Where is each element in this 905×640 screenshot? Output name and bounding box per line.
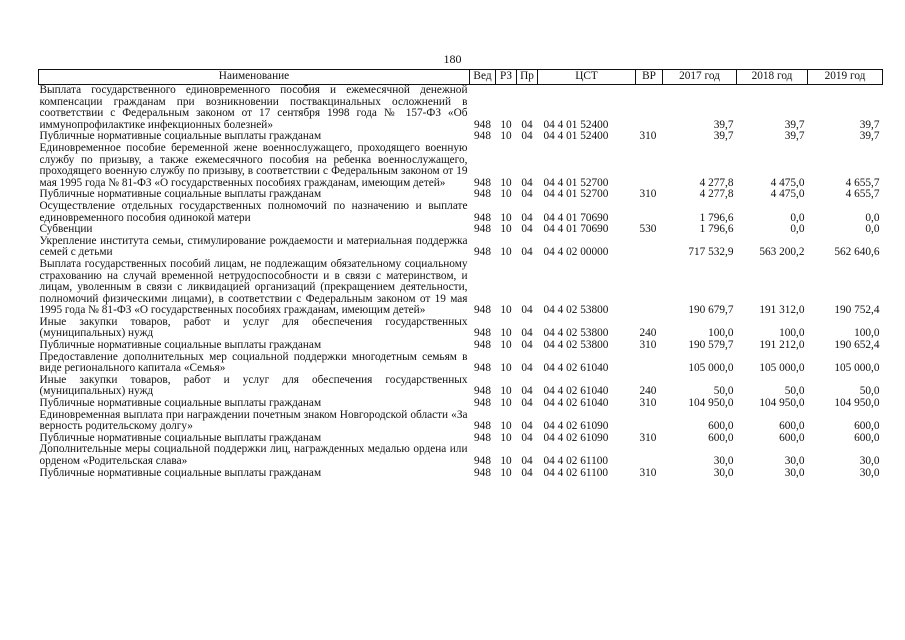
table-row bbox=[39, 317, 883, 340]
row-value-2019: 105 000,0 bbox=[834, 362, 880, 375]
row-cst: 04 4 02 53800 bbox=[543, 339, 609, 352]
row-pr: 04 bbox=[521, 246, 533, 259]
row-ved: 948 bbox=[474, 118, 491, 131]
row-pr: 04 bbox=[521, 304, 533, 317]
row-vr bbox=[636, 410, 663, 433]
row-value-2019: 600,0 bbox=[854, 431, 880, 444]
table-row bbox=[39, 468, 883, 480]
row-pr: 04 bbox=[521, 431, 533, 444]
row-value-2017: 600,0 bbox=[708, 420, 734, 433]
row-value-2018: 30,0 bbox=[784, 466, 805, 479]
table-row bbox=[39, 398, 883, 410]
row-value-2019: 0,0 bbox=[865, 223, 880, 236]
row-value-2019: 104 950,0 bbox=[834, 397, 880, 410]
row-value-2019: 190 652,4 bbox=[834, 339, 880, 352]
row-ved: 948 bbox=[474, 397, 491, 410]
table-row bbox=[39, 352, 883, 375]
row-rz: 10 bbox=[500, 176, 512, 189]
table-row bbox=[39, 444, 883, 467]
row-name: Публичные нормативные социальные выплаты гражданам bbox=[39, 431, 322, 444]
table-row bbox=[39, 259, 883, 317]
row-rz: 10 bbox=[500, 420, 512, 433]
row-value-2019: 30,0 bbox=[859, 455, 880, 467]
row-vr: 310 bbox=[639, 431, 657, 444]
row-pr: 04 bbox=[521, 327, 533, 340]
table-row bbox=[39, 201, 883, 224]
row-vr bbox=[636, 352, 663, 375]
row-vr bbox=[636, 444, 663, 467]
row-pr: 04 bbox=[521, 176, 533, 189]
row-value-2019: 4 655,7 bbox=[845, 176, 880, 189]
row-pr: 04 bbox=[521, 339, 533, 352]
row-value-2018: 0,0 bbox=[790, 211, 805, 224]
header-ved: Вед bbox=[470, 70, 496, 85]
row-rz: 10 bbox=[500, 397, 512, 410]
row-rz: 10 bbox=[500, 223, 512, 236]
row-cst: 04 4 02 61090 bbox=[543, 420, 609, 433]
row-ved: 948 bbox=[474, 188, 491, 201]
header-2018: 2018 год bbox=[737, 70, 808, 85]
row-vr bbox=[636, 236, 663, 259]
row-rz: 10 bbox=[500, 431, 512, 444]
table-row bbox=[39, 340, 883, 352]
row-pr: 04 bbox=[521, 118, 533, 131]
row-value-2018: 191 212,0 bbox=[759, 339, 805, 352]
row-ved: 948 bbox=[474, 455, 491, 467]
row-ved: 948 bbox=[474, 211, 491, 224]
row-rz: 10 bbox=[500, 466, 512, 479]
row-rz: 10 bbox=[500, 188, 512, 201]
header-cst: ЦСТ bbox=[538, 70, 636, 85]
row-cst: 04 4 02 53800 bbox=[543, 304, 609, 317]
row-name: Выплата государственного единовременного пособия и ежемесячной денежной компенсации гражданам при возникновении поствакцинальных осложнений в соответствии с Федеральным законом от 17 сентября 1998 года № 157-ФЗ «Об иммунопрофилактике инфекционных болезней» bbox=[39, 84, 468, 131]
row-value-2017: 600,0 bbox=[708, 431, 734, 444]
row-cst: 04 4 02 53800 bbox=[543, 327, 609, 340]
row-vr: 310 bbox=[639, 466, 657, 479]
row-name: Субвенции bbox=[39, 223, 93, 236]
row-rz: 10 bbox=[500, 327, 512, 340]
row-value-2018: 50,0 bbox=[784, 385, 805, 398]
row-ved: 948 bbox=[474, 304, 491, 317]
row-cst: 04 4 01 70690 bbox=[543, 223, 609, 236]
table-header-row bbox=[39, 70, 883, 85]
row-name: Публичные нормативные социальные выплаты гражданам bbox=[39, 188, 322, 201]
row-ved: 948 bbox=[474, 466, 491, 479]
row-ved: 948 bbox=[474, 362, 491, 375]
row-name: Выплата государственных пособий лицам, не подлежащим обязательному социальному страхованию на случай временной нетрудоспособности и в связи с материнством, и лицам, уволенным в связи с ликвидацией организаций (прекращением деятельности, полномочий физическими лицами), в соответствии с Федеральным законом от 19 мая 1995 года № 81-ФЗ «О государственных пособиях гражданам, имеющим детей» bbox=[39, 257, 468, 317]
row-vr bbox=[636, 201, 663, 224]
row-value-2018: 0,0 bbox=[790, 223, 805, 236]
row-value-2017: 39,7 bbox=[713, 118, 734, 131]
row-name: Публичные нормативные социальные выплаты гражданам bbox=[39, 130, 322, 143]
table-body bbox=[39, 85, 883, 480]
row-pr: 04 bbox=[521, 455, 533, 467]
row-ved: 948 bbox=[474, 246, 491, 259]
row-rz: 10 bbox=[500, 211, 512, 224]
row-value-2018: 600,0 bbox=[779, 420, 805, 433]
header-name: Наименование bbox=[39, 70, 470, 85]
row-name: Предоставление дополнительных мер социальной поддержки многодетным семьям в виде регионального капитала «Семья» bbox=[39, 350, 468, 375]
table-row bbox=[39, 236, 883, 259]
row-rz: 10 bbox=[500, 385, 512, 398]
row-name: Осуществление отдельных государственных полномочий по назначению и выплате единовременного пособия одинокой матери bbox=[39, 199, 468, 224]
row-cst: 04 4 02 61040 bbox=[543, 397, 609, 410]
row-vr: 240 bbox=[639, 327, 657, 340]
row-cst: 04 4 02 00000 bbox=[543, 246, 609, 259]
row-value-2018: 30,0 bbox=[784, 455, 805, 467]
row-value-2017: 717 532,9 bbox=[688, 246, 734, 259]
row-name: Публичные нормативные социальные выплаты гражданам bbox=[39, 397, 322, 410]
row-cst: 04 4 02 61040 bbox=[543, 362, 609, 375]
row-value-2017: 39,7 bbox=[713, 130, 734, 143]
row-value-2018: 563 200,2 bbox=[759, 246, 805, 259]
row-value-2019: 50,0 bbox=[859, 385, 880, 398]
row-value-2017: 4 277,8 bbox=[699, 188, 734, 201]
row-cst: 04 4 02 61090 bbox=[543, 431, 609, 444]
row-value-2017: 190 579,7 bbox=[688, 339, 734, 352]
row-value-2017: 50,0 bbox=[713, 385, 734, 398]
table-row bbox=[39, 375, 883, 398]
row-value-2017: 4 277,8 bbox=[699, 176, 734, 189]
row-value-2017: 30,0 bbox=[713, 455, 734, 467]
row-rz: 10 bbox=[500, 362, 512, 375]
row-vr: 310 bbox=[639, 397, 657, 410]
header-vr: ВР bbox=[636, 70, 663, 85]
row-value-2017: 30,0 bbox=[713, 466, 734, 479]
row-pr: 04 bbox=[521, 362, 533, 375]
table-row bbox=[39, 410, 883, 433]
row-value-2018: 104 950,0 bbox=[759, 397, 805, 410]
row-rz: 10 bbox=[500, 339, 512, 352]
row-ved: 948 bbox=[474, 327, 491, 340]
row-value-2017: 105 000,0 bbox=[688, 362, 734, 375]
row-value-2018: 105 000,0 bbox=[759, 362, 805, 375]
row-vr: 310 bbox=[639, 339, 657, 352]
row-name: Публичные нормативные социальные выплаты гражданам bbox=[39, 339, 322, 352]
row-name: Единовременная выплата при награждении почетным знаком Новгородской области «За верность родительскому долгу» bbox=[39, 408, 468, 433]
row-value-2018: 39,7 bbox=[784, 118, 805, 131]
row-pr: 04 bbox=[521, 420, 533, 433]
row-value-2019: 39,7 bbox=[859, 118, 880, 131]
row-name: Единовременное пособие беременной жене военнослужащего, проходящего военную службу по призыву, а также ежемесячного пособия на ребенка военнослужащего, проходящего военную службу по призыву, в соответствии с Федеральным законом от 19 мая 1995 года № 81-ФЗ «О государственных пособиях гражданам, имеющим детей» bbox=[39, 141, 468, 189]
row-ved: 948 bbox=[474, 420, 491, 433]
row-value-2017: 190 679,7 bbox=[688, 304, 734, 317]
row-cst: 04 4 01 70690 bbox=[543, 211, 609, 224]
header-rz: РЗ bbox=[496, 70, 517, 85]
row-cst: 04 4 01 52400 bbox=[543, 130, 609, 143]
row-name: Иные закупки товаров, работ и услуг для обеспечения государственных (муниципальных) нужд bbox=[39, 315, 468, 340]
row-ved: 948 bbox=[474, 431, 491, 444]
row-pr: 04 bbox=[521, 397, 533, 410]
table-row bbox=[39, 143, 883, 189]
page-number: 180 bbox=[443, 52, 462, 66]
row-cst: 04 4 02 61100 bbox=[543, 466, 609, 479]
row-value-2017: 100,0 bbox=[708, 327, 734, 340]
row-value-2018: 4 475,0 bbox=[770, 188, 805, 201]
table-row bbox=[39, 224, 883, 236]
header-pr: Пр bbox=[517, 70, 538, 85]
row-value-2017: 104 950,0 bbox=[688, 397, 734, 410]
row-pr: 04 bbox=[521, 130, 533, 143]
row-pr: 04 bbox=[521, 466, 533, 479]
row-value-2019: 39,7 bbox=[859, 130, 880, 143]
row-cst: 04 4 01 52700 bbox=[543, 176, 609, 189]
row-value-2019: 100,0 bbox=[854, 327, 880, 340]
row-rz: 10 bbox=[500, 118, 512, 131]
row-cst: 04 4 01 52700 bbox=[543, 188, 609, 201]
budget-table bbox=[38, 69, 883, 479]
row-pr: 04 bbox=[521, 188, 533, 201]
row-pr: 04 bbox=[521, 385, 533, 398]
row-vr: 240 bbox=[639, 385, 657, 398]
row-value-2019: 0,0 bbox=[865, 211, 880, 224]
row-ved: 948 bbox=[474, 385, 491, 398]
row-name: Публичные нормативные социальные выплаты гражданам bbox=[39, 466, 322, 479]
row-vr: 310 bbox=[639, 130, 657, 143]
row-value-2018: 39,7 bbox=[784, 130, 805, 143]
row-cst: 04 4 02 61040 bbox=[543, 385, 609, 398]
row-cst: 04 4 01 52400 bbox=[543, 118, 609, 131]
row-name: Укрепление института семьи, стимулирование рождаемости и материальная поддержка семей с детьми bbox=[39, 234, 468, 259]
row-rz: 10 bbox=[500, 304, 512, 317]
row-vr bbox=[636, 143, 663, 189]
row-name: Иные закупки товаров, работ и услуг для обеспечения государственных (муниципальных) нужд bbox=[39, 373, 468, 398]
row-value-2018: 100,0 bbox=[779, 327, 805, 340]
row-ved: 948 bbox=[474, 130, 491, 143]
row-pr: 04 bbox=[521, 223, 533, 236]
row-value-2018: 4 475,0 bbox=[770, 176, 805, 189]
row-cst: 04 4 02 61100 bbox=[543, 455, 609, 467]
row-vr bbox=[636, 85, 663, 132]
row-pr: 04 bbox=[521, 211, 533, 224]
row-value-2019: 600,0 bbox=[854, 420, 880, 433]
row-rz: 10 bbox=[500, 455, 512, 467]
row-vr: 530 bbox=[639, 223, 657, 236]
row-ved: 948 bbox=[474, 339, 491, 352]
row-value-2019: 562 640,6 bbox=[834, 246, 880, 259]
row-value-2019: 30,0 bbox=[859, 466, 880, 479]
row-ved: 948 bbox=[474, 176, 491, 189]
header-2017: 2017 год bbox=[663, 70, 737, 85]
row-vr bbox=[636, 259, 663, 317]
row-ved: 948 bbox=[474, 223, 491, 236]
row-value-2017: 1 796,6 bbox=[699, 211, 734, 224]
row-value-2019: 190 752,4 bbox=[834, 304, 880, 317]
row-rz: 10 bbox=[500, 246, 512, 259]
row-value-2017: 1 796,6 bbox=[699, 223, 734, 236]
row-name: Дополнительные меры социальной поддержки лиц, награжденных медалью ордена или орденом «Родительская слава» bbox=[39, 443, 468, 467]
row-value-2018: 600,0 bbox=[779, 431, 805, 444]
row-value-2018: 191 312,0 bbox=[759, 304, 805, 317]
table-row bbox=[39, 85, 883, 132]
row-value-2019: 4 655,7 bbox=[845, 188, 880, 201]
row-rz: 10 bbox=[500, 130, 512, 143]
header-2019: 2019 год bbox=[808, 70, 883, 85]
row-vr: 310 bbox=[639, 188, 657, 201]
